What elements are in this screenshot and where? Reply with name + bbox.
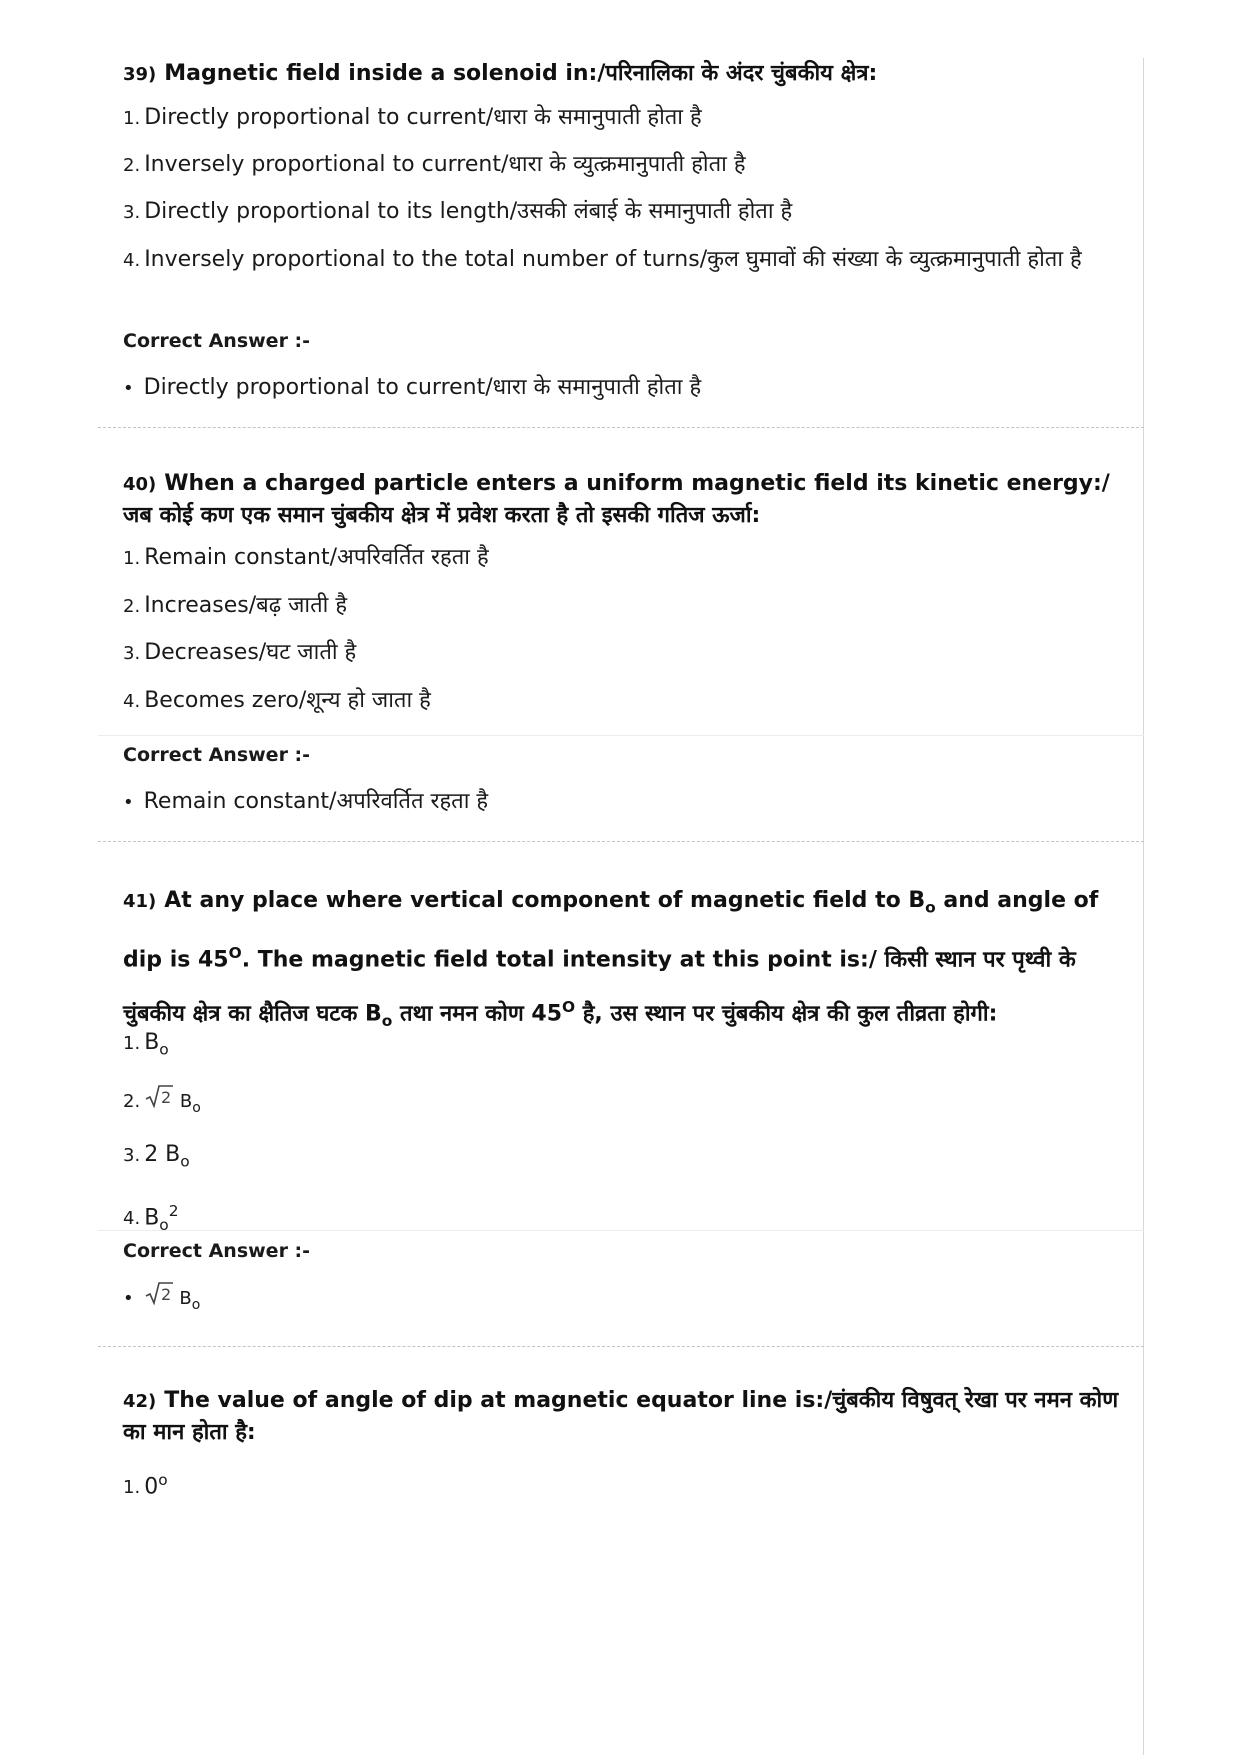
correct-answer-label: Correct Answer :-	[123, 744, 311, 766]
option-4[interactable]: 4. Becomes zero/शून्य हो जाता है	[123, 688, 431, 713]
answer-divider	[98, 1230, 1144, 1231]
correct-answer-label: Correct Answer :-	[123, 1240, 311, 1262]
correct-answer-label: Correct Answer :-	[123, 330, 311, 352]
question-number: 41)	[123, 891, 157, 912]
question-text: The value of angle of dip at magnetic equator line is:/चुंबकीय विषुवत् रेखा पर नमन कोण का मान होता है:	[123, 1388, 1119, 1445]
answer-divider	[98, 735, 1144, 736]
option-2[interactable]: 2. Inversely proportional to current/धारा के व्युत्क्रमानुपाती होता है	[123, 152, 746, 177]
bullet-icon: •	[123, 1288, 134, 1309]
option-4[interactable]: 4. $B_o^2$	[123, 1202, 179, 1234]
option-1[interactable]: 1. 0$^o$	[123, 1471, 168, 1500]
question-number: 39)	[123, 64, 157, 85]
correct-answer: • Remain constant/अपरिवर्तित रहता है	[123, 789, 489, 814]
option-1[interactable]: 1. Directly proportional to current/धारा के समानुपाती होता है	[123, 105, 702, 130]
question-text: When a charged particle enters a uniform magnetic field its kinetic energy:/जब कोई कण एक समान चुंबकीय क्षेत्र में प्रवेश करता है तो इसकी गतिज ऊर्जा:	[123, 471, 1110, 528]
option-3[interactable]: 3. Decreases/घट जाती है	[123, 640, 357, 665]
question-title	[123, 468, 1133, 531]
option-4[interactable]: 4. Inversely proportional to the total number of turns/कुल घुमावों की संख्या के व्युत्क्रमानुपाती होता है	[123, 247, 1082, 272]
bullet-icon: •	[123, 378, 134, 399]
option-3[interactable]: 3. 2 $B_o$	[123, 1142, 190, 1171]
option-1[interactable]: 1. Remain constant/अपरिवर्तित रहता है	[123, 545, 489, 570]
question-title: 41) At any place where vertical component of magnetic field to $B_o$ and angle of dip is $45^O$. The magnetic field total intensity at this point is:/ किसी स्थान पर पृथ्वी के चुंबकीय क्षेत्र का क्षैतिज घटक $B_o$ तथा नमन कोण $45^O$ है, उस स्थान पर चुंबकीय क्षेत्र की कुल तीव्रता होगी:	[123, 888, 1099, 1030]
question-page	[98, 58, 1144, 1755]
correct-answer: • Directly proportional to current/धारा के समानुपाती होता है	[123, 375, 702, 400]
bullet-icon: •	[123, 792, 134, 813]
sqrt-2-icon	[144, 1083, 174, 1109]
question-text: Magnetic field inside a solenoid in:/परिनालिका के अंदर चुंबकीय क्षेत्र:	[164, 61, 878, 86]
svg-text:2: 2	[160, 1285, 171, 1304]
question-number: 40)	[123, 474, 157, 495]
option-2[interactable]: 2. 2 $B_o$	[123, 1083, 1123, 1123]
question-separator	[98, 427, 1144, 428]
question-separator	[98, 841, 1144, 842]
svg-text:2: 2	[161, 1088, 172, 1107]
sqrt-2-icon	[144, 1280, 174, 1306]
question-title	[123, 58, 1133, 90]
option-2[interactable]: 2. Increases/बढ़ जाती है	[123, 593, 348, 618]
option-3[interactable]: 3. Directly proportional to its length/उसकी लंबाई के समानुपाती होता है	[123, 199, 793, 224]
question-separator	[98, 1346, 1144, 1347]
question-number: 42)	[123, 1391, 157, 1412]
option-1[interactable]: 1. $B_o$	[123, 1030, 169, 1059]
correct-answer: • 2 $B_o$	[123, 1280, 200, 1313]
question-title	[123, 1385, 1133, 1448]
